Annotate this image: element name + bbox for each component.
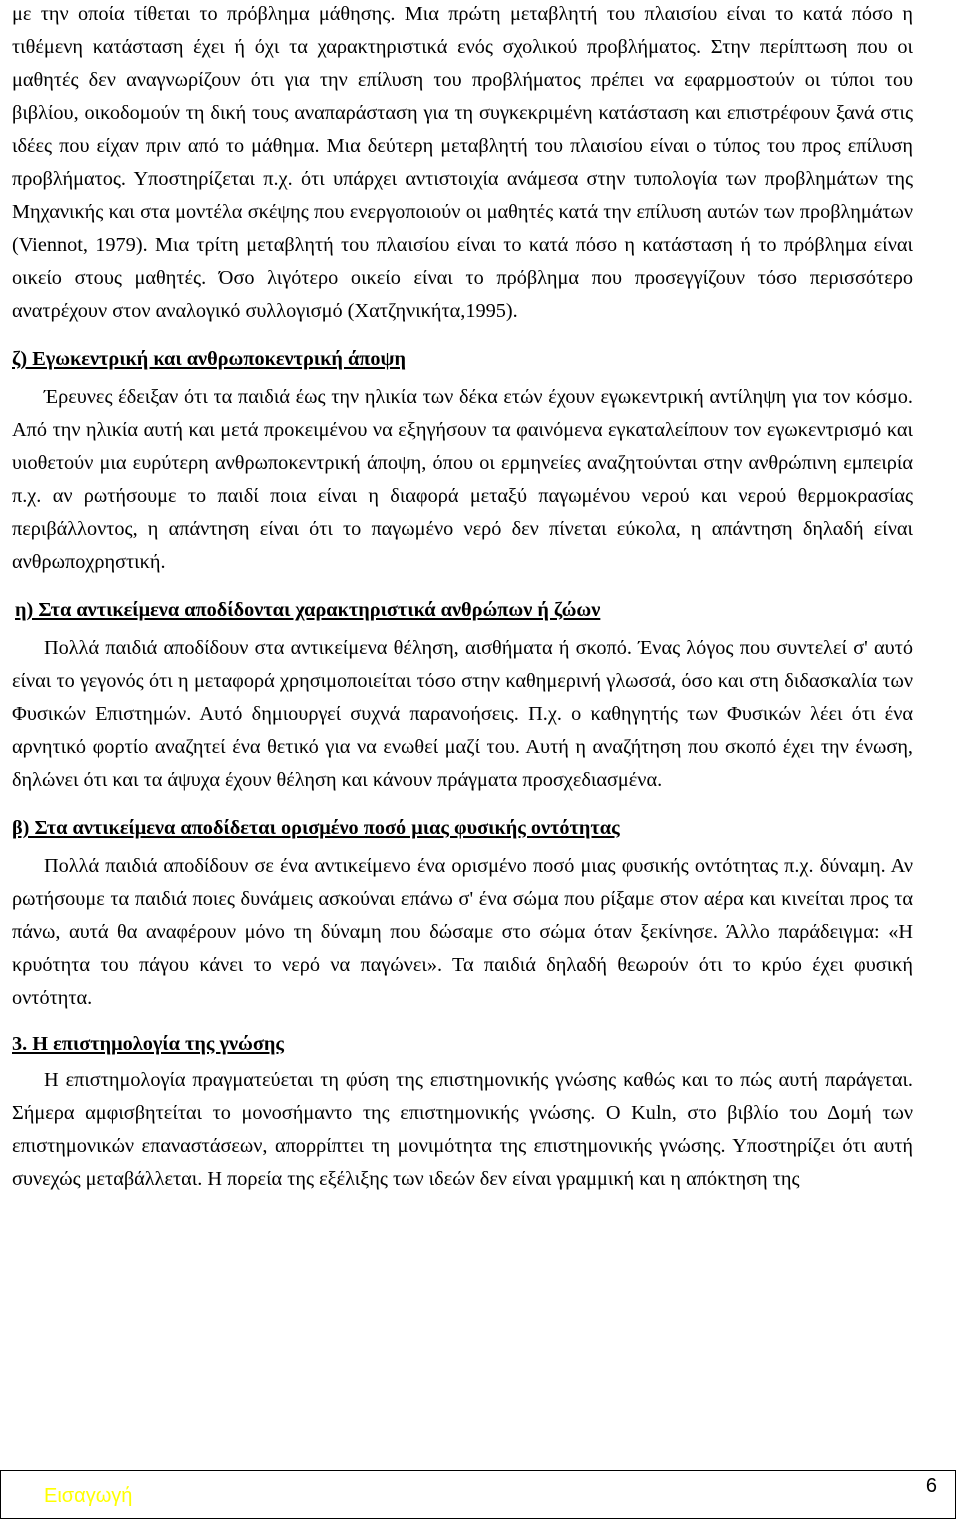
paragraph-context-variables: με την οποία τίθεται το πρόβλημα μάθησης. Μια πρώτη μεταβλητή του πλαισίου είναι το κατά πόσο η τιθέμενη κατάσταση έχει ή όχι τα χαρακτηριστικά ενός σχολικού προβλήματος. Στην περίπτωση που οι μαθητές δεν αναγνωρίζουν ότι για την επίλυση του προβλήματος πρέπει να εφαρμοστούν οι τύποι του βιβλίου, οικοδομούν τη δική τους αναπαράσταση για τη συγκεκριμένη κατάσταση και επιστρέφουν ξανά στις ιδέες που είχαν πριν από το μάθημα. Μια δεύτερη μεταβλητή του πλαισίου είναι ο τύπος του προς επίλυση προβλήματος. Υποστηρίζεται π.χ. ότι υπάρχει αντιστοιχία ανάμεσα στην τυπολογία των προβλημάτων της Μηχανικής και στα μοντέλα σκέψης που ενεργοποιούν οι μαθητές κατά την επίλυση αυτών των προβλημάτων (Viennot, 1979). Μια τρίτη μεταβλητή του πλαισίου είναι το κατά πόσο η κατάσταση ή το πρόβλημα είναι οικείο στους μαθητές. Όσο λιγότερο οικείο είναι το πρόβλημα που προσεγγίζουν τόσο περισσότερο ανατρέχουν στον αναλογικό συλλογισμό (Χατζηνικήτα,1995). xyxy=(12,3,913,322)
page-number: 6 xyxy=(925,1475,937,1497)
footer-chapter-label: Εισαγωγή xyxy=(44,1485,133,1507)
page-footer xyxy=(0,1470,956,1519)
section-heading-epistemology: 3. Η επιστημολογία της γνώσης xyxy=(12,1033,284,1055)
document-page xyxy=(12,0,913,1196)
section-heading-egocentric: ζ) Εγωκεντρική και ανθρωποκεντρική άποψη xyxy=(12,348,406,370)
section-heading-anthropomorphism: η) Στα αντικείμενα αποδίδονται χαρακτηριστικά ανθρώπων ή ζώων xyxy=(15,599,601,621)
paragraph-egocentric: Έρευνες έδειξαν ότι τα παιδιά έως την ηλικία των δέκα ετών έχουν εγωκεντρική αντίληψη για τον κόσμο. Από την ηλικία αυτή και μετά προκειμένου να εξηγήσουν τα φαινόμενα εγκαταλείπουν τον εγωκεντρισμό και υιοθετούν μια ευρύτερη ανθρωποκεντρική άποψη, όπου οι ερμηνείες αναζητούνται στην ανθρώπινη εμπειρία π.χ. αν ρωτήσουμε το παιδί ποια είναι η διαφορά μεταξύ παγωμένου νερού και νερού θερμοκρασίας περιβάλλοντος, η απάντηση είναι ότι το παγωμένο νερό δεν πίνεται εύκολα, η απάντηση δηλαδή είναι ανθρωποχρηστική. xyxy=(12,386,913,573)
paragraph-anthropomorphism: Πολλά παιδιά αποδίδουν στα αντικείμενα θέληση, αισθήματα ή σκοπό. Ένας λόγος που συντελεί σ' αυτό είναι το γεγονός ότι η μεταφορά χρησιμοποιείται τόσο στην καθημερινή γλωσσά, όσο και στη διδασκαλία των Φυσικών Επιστημών. Αυτό δημιουργεί συχνά παρανοήσεις. Π.χ. ο καθηγητής των Φυσικών λέει ότι ένα αρνητικό φορτίο αναζητεί ένα θετικό για να ενωθεί μαζί του. Αυτή η αναζήτηση που σκοπό έχει την ένωση, δηλώνει ότι και τα άψυχα έχουν θέληση και κάνουν πράγματα προσχεδιασμένα. xyxy=(12,637,913,791)
paragraph-physical-entity: Πολλά παιδιά αποδίδουν σε ένα αντικείμενο ένα ορισμένο ποσό μιας φυσικής οντότητας π.χ. δύναμη. Αν ρωτήσουμε τα παιδιά ποιες δυνάμεις ασκούναι επάνω σ' ένα σώμα που ρίξαμε στον αέρα και κινείται προς τα πάνω, αυτά θα αναφέρουν μόνο τη δύναμη που δώσαμε στο σώμα όταν ξεκίνησε. Άλλο παράδειγμα: «Η κρυότητα του πάγου κάνει το νερό να παγώνει». Τα παιδιά δηλαδή θεωρούν ότι το κρύο έχει φυσική οντότητα. xyxy=(12,855,913,1009)
paragraph-epistemology: Η επιστημολογία πραγματεύεται τη φύση της επιστημονικής γνώσης καθώς και το πώς αυτή παράγεται. Σήμερα αμφισβητείται το μονοσήμαντο της επιστημονικής γνώσης. Ο Kuln, στο βιβλίο του Δομή των επιστημονικών επαναστάσεων, απορρίπτει τη μονιμότητα της επιστημονικής γνώσης. Υποστηρίζει ότι αυτή συνεχώς μεταβάλλεται. Η πορεία της εξέλιξης των ιδεών δεν είναι γραμμική και η απόκτηση της xyxy=(12,1069,913,1190)
section-heading-physical-entity: β) Στα αντικείμενα αποδίδεται ορισμένο ποσό μιας φυσικής οντότητας xyxy=(12,817,620,839)
